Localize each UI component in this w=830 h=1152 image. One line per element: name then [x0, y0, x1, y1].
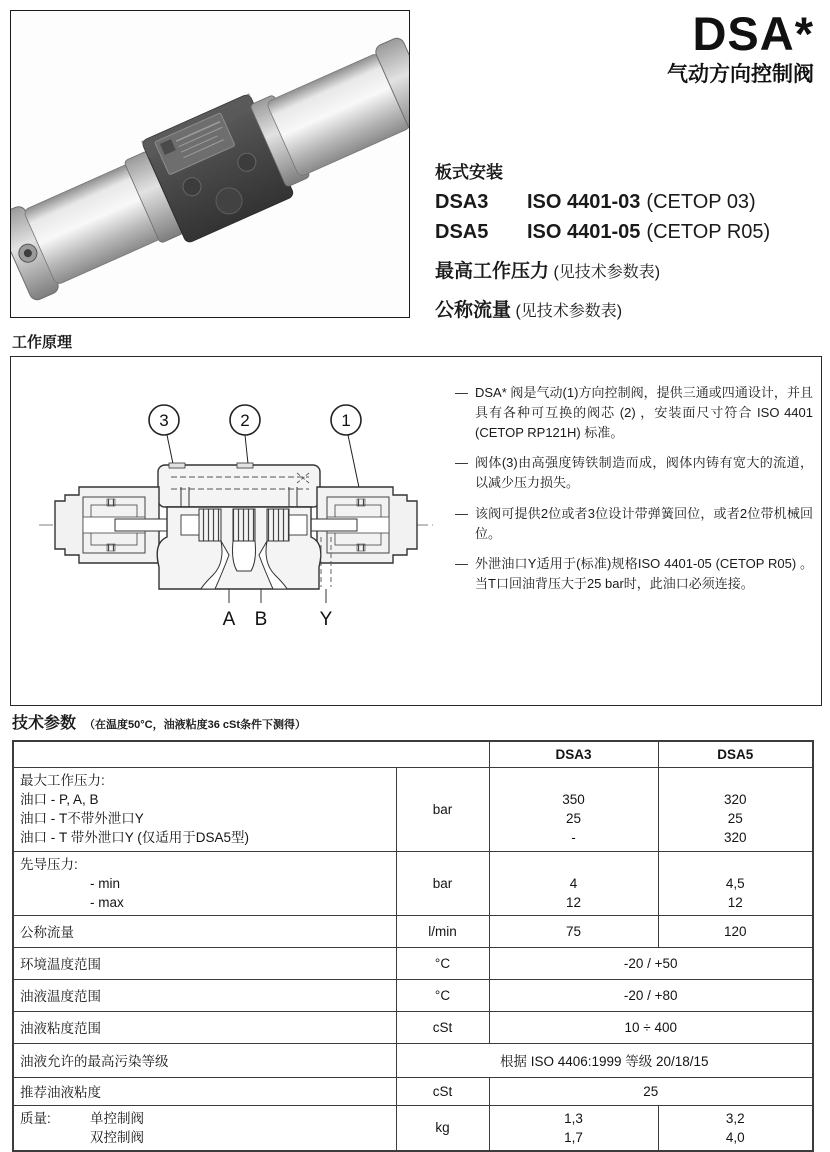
bullet-dash: —	[455, 455, 468, 471]
unit-cell: cSt	[396, 1011, 489, 1043]
row-label	[13, 1105, 396, 1151]
value-line: 25	[565, 811, 582, 826]
unit-cell: bar	[396, 767, 489, 851]
table-row-fluid-temp	[13, 979, 813, 1011]
table-row-recommended-viscosity	[13, 1077, 813, 1105]
row-title: 先导压力:	[20, 856, 78, 872]
valve-cross-section-diagram	[21, 375, 451, 655]
value-line: 350	[562, 792, 585, 807]
flow-line	[435, 295, 827, 322]
value-cell-dsa3	[489, 1105, 658, 1151]
row-title: 最大工作压力:	[20, 773, 105, 788]
bullet-dash: —	[455, 385, 468, 400]
bullet-text: 外泄油口Y适用于(标准)规格ISO 4401-05 (CETOP R05) 。当T口回油背压大于25 bar时，此油口必须连接。	[475, 556, 813, 591]
value-cell-dsa3: 75	[489, 915, 658, 947]
row-line: 油口 - P, A, B	[20, 792, 99, 807]
value-cell-shared: -20 / +50	[489, 947, 813, 979]
value-line: 1,7	[564, 1129, 583, 1145]
table-row-max-pressure	[13, 767, 813, 851]
unit-cell: bar	[396, 851, 489, 915]
column-header-dsa5: DSA5	[658, 741, 813, 767]
value-cell-dsa5: 120	[658, 915, 813, 947]
row-label	[13, 851, 396, 915]
model-name: DSA3	[435, 191, 489, 213]
max-pressure-label: 最高工作压力	[435, 261, 550, 282]
row-label: 油液温度范围	[13, 979, 396, 1011]
value-line: -	[571, 830, 576, 845]
value-cell-dsa5	[658, 767, 813, 851]
row-title: 质量:	[20, 1110, 51, 1126]
row-label: 环境温度范围	[13, 947, 396, 979]
section-title-working-principle: 工作原理	[12, 334, 73, 351]
row-line: 单控制阀	[90, 1110, 144, 1126]
row-line: 油口 - T不带外泄口Y	[20, 811, 144, 826]
value-line: 320	[723, 792, 747, 807]
row-line: - min	[90, 875, 120, 891]
cetop-spec: (CETOP R05)	[646, 221, 771, 243]
tech-data-note: （在温度50°C，油液粘度36 cSt条件下测得）	[84, 719, 307, 731]
unit-cell: kg	[396, 1105, 489, 1151]
bullet-text: DSA* 阀是气动(1)方向控制阀，提供三通或四通设计，并且具有各种可互换的阀芯 (2) ，安装面尺寸符合 ISO 4401 (CETOP RP121H) 标准。	[475, 385, 813, 440]
value-line: 25	[727, 811, 743, 826]
value-line: 3,2	[725, 1110, 745, 1126]
max-pressure-note: (见技术参数表)	[549, 264, 661, 281]
tech-section-header	[12, 710, 306, 733]
bullet-item	[455, 554, 813, 594]
row-label	[13, 767, 396, 851]
column-header-dsa3: DSA3	[489, 741, 658, 767]
row-line: 油口 - T 带外泄口Y (仅适用于DSA5型)	[20, 830, 250, 845]
row-label: 公称流量	[13, 915, 396, 947]
model-name: DSA5	[435, 221, 489, 243]
table-row-viscosity-range	[13, 1011, 813, 1043]
mounting-row-dsa5	[435, 221, 827, 244]
table-row-ambient-temp	[13, 947, 813, 979]
iso-spec: ISO 4401-05	[527, 221, 641, 243]
row-line: - max	[90, 894, 124, 910]
row-line: 双控制阀	[90, 1129, 144, 1145]
bullet-text: 阀体(3)由高强度铸铁制造而成，阀体内铸有宽大的流道，以减少压力损失。	[475, 455, 813, 490]
value-cell-shared: 10 ÷ 400	[489, 1011, 813, 1043]
flow-note: (见技术参数表)	[511, 303, 623, 320]
cetop-spec: (CETOP 03)	[646, 191, 756, 213]
working-principle-bullets	[455, 383, 813, 605]
value-cell-shared: 25	[489, 1077, 813, 1105]
page-subtitle: 气动方向控制阀	[667, 63, 814, 86]
bullet-dash: —	[455, 505, 468, 521]
mounting-row-dsa3	[435, 191, 827, 214]
page-title: DSA*	[692, 7, 814, 60]
callout-label-1: 1	[341, 411, 351, 430]
table-row-contamination	[13, 1043, 813, 1077]
product-photo-valve	[11, 11, 409, 317]
unit-cell: cSt	[396, 1077, 489, 1105]
bullet-dash: —	[455, 556, 468, 572]
unit-cell: °C	[396, 947, 489, 979]
value-line: 12	[565, 894, 582, 910]
max-pressure-line	[435, 256, 827, 283]
value-line: 4	[569, 875, 578, 891]
flow-label: 公称流量	[435, 300, 512, 321]
row-label: 油液允许的最高污染等级	[13, 1043, 396, 1077]
unit-cell: °C	[396, 979, 489, 1011]
value-cell-shared: -20 / +80	[489, 979, 813, 1011]
mounting-info	[435, 158, 827, 322]
value-cell-dsa5	[658, 851, 813, 915]
callout-label-2: 2	[240, 411, 250, 430]
section-title-tech-data: 技术参数	[12, 715, 77, 732]
port-label-y: Y	[319, 609, 333, 630]
row-label: 推荐油液粘度	[13, 1077, 396, 1105]
table-header-row	[13, 741, 813, 767]
photo-frame	[10, 10, 410, 318]
table-row-pilot-pressure	[13, 851, 813, 915]
mounting-heading: 板式安装	[435, 163, 503, 182]
value-cell-dsa5	[658, 1105, 813, 1151]
callout-label-3: 3	[159, 411, 169, 430]
working-principle-box	[10, 356, 822, 706]
value-cell-shared: 根据 ISO 4406:1999 等级 20/18/15	[396, 1043, 813, 1077]
value-line: 320	[723, 830, 747, 845]
value-cell-dsa3	[489, 767, 658, 851]
port-label-b: B	[254, 609, 268, 630]
row-label: 油液粘度范围	[13, 1011, 396, 1043]
value-line: 12	[727, 894, 743, 910]
value-line: 4,0	[725, 1129, 745, 1145]
table-row-mass	[13, 1105, 813, 1151]
bullet-item	[455, 383, 813, 442]
bullet-item	[455, 504, 813, 544]
value-cell-dsa3	[489, 851, 658, 915]
value-line: 4,5	[725, 875, 745, 891]
value-line: 1,3	[564, 1110, 583, 1126]
bullet-item	[455, 453, 813, 493]
table-row-nominal-flow	[13, 915, 813, 947]
header-empty-cell	[13, 741, 489, 767]
unit-cell: l/min	[396, 915, 489, 947]
iso-spec: ISO 4401-03	[527, 191, 641, 213]
bullet-text: 该阀可提供2位或者3位设计带弹簧回位，或者2位带机械回位。	[475, 505, 813, 541]
port-label-a: A	[222, 609, 236, 630]
tech-data-table	[12, 740, 814, 1152]
